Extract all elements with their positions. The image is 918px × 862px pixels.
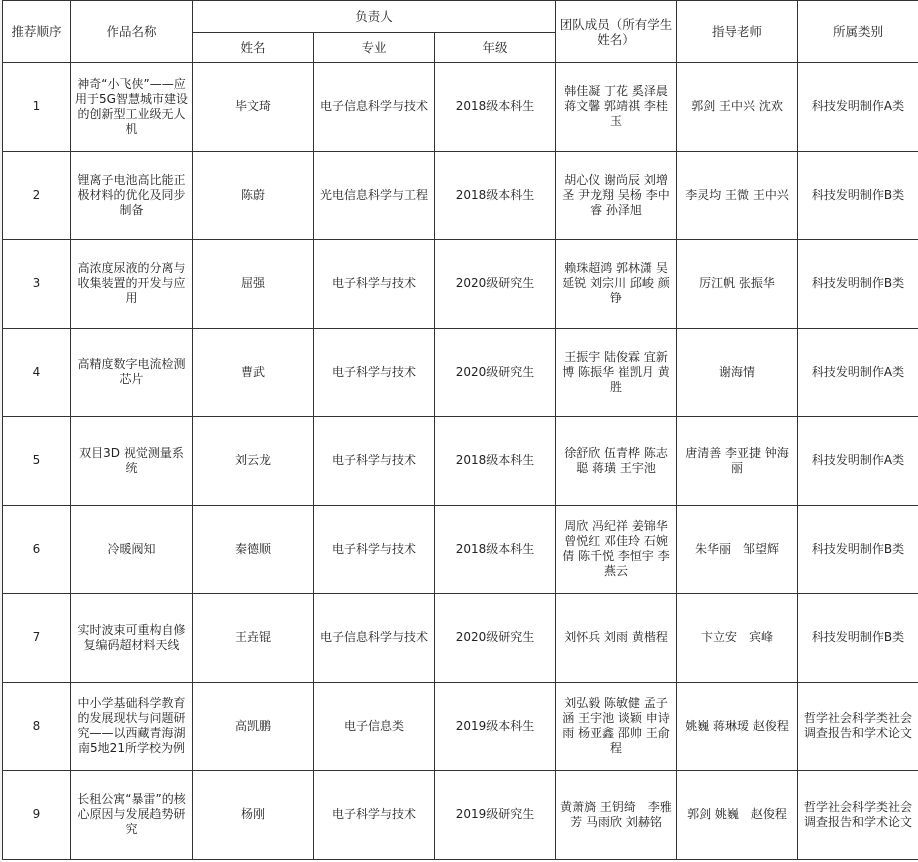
cell-team: 赖珠超鸿 郭林潇 吴延锐 刘宗川 邱峻 颜铮 [556,240,677,329]
cell-leader-name: 杨刚 [193,771,314,860]
cell-rank: 7 [3,594,71,683]
cell-team: 韩佳凝 丁花 奚泽晨 蒋文馨 郭靖祺 李桂玉 [556,63,677,152]
cell-work: 高浓度尿液的分离与收集装置的开发与应用 [71,240,193,329]
table-row [3,682,918,771]
cell-leader-grade: 2018级本科生 [435,417,556,506]
cell-advisor: 郭剑 姚巍 赵俊程 [677,771,798,860]
cell-work: 中小学基础科学教育的发展现状与问题研究——以西藏青海湖南5地21所学校为例 [71,682,193,771]
cell-leader-major: 电子科学与技术 [314,505,435,594]
cell-leader-name: 陈蔚 [193,151,314,240]
cell-category: 科技发明制作A类 [798,417,918,506]
cell-rank: 4 [3,328,71,417]
cell-category: 科技发明制作B类 [798,240,918,329]
header-leader: 负责人 [193,1,556,33]
cell-rank: 8 [3,682,71,771]
cell-leader-grade: 2019级本科生 [435,682,556,771]
cell-leader-major: 电子信息科学与技术 [314,594,435,683]
cell-leader-major: 光电信息科学与工程 [314,151,435,240]
cell-team: 黄萧旖 王钥绮 李雅芳 马雨欣 刘赫铭 [556,771,677,860]
cell-advisor: 卞立安 宾峰 [677,594,798,683]
cell-work: 冷暖阀知 [71,505,193,594]
cell-team: 胡心仪 谢尚辰 刘增圣 尹龙翔 吴杨 李中睿 孙泽旭 [556,151,677,240]
cell-advisor: 厉江帆 张振华 [677,240,798,329]
cell-team: 王振宇 陆俊霖 宜新博 陈振华 崔凯月 黄胜 [556,328,677,417]
cell-leader-major: 电子科学与技术 [314,417,435,506]
cell-team: 周欣 冯纪祥 姜锦华 曾悦红 邓佳玲 石婉倩 陈千悦 李恒宇 李燕云 [556,505,677,594]
cell-leader-grade: 2018级本科生 [435,151,556,240]
cell-leader-name: 王垚锟 [193,594,314,683]
cell-category: 哲学社会科学类社会调查报告和学术论文 [798,682,918,771]
table-row [3,594,918,683]
cell-rank: 9 [3,771,71,860]
table-row [3,151,918,240]
header-leader-name: 姓名 [193,33,314,63]
cell-leader-grade: 2019级研究生 [435,771,556,860]
cell-advisor: 姚巍 蒋琳瑷 赵俊程 [677,682,798,771]
cell-leader-name: 刘云龙 [193,417,314,506]
cell-leader-name: 毕文琦 [193,63,314,152]
cell-leader-grade: 2020级研究生 [435,240,556,329]
cell-leader-name: 曹武 [193,328,314,417]
cell-leader-major: 电子科学与技术 [314,240,435,329]
cell-rank: 6 [3,505,71,594]
cell-leader-grade: 2020级研究生 [435,594,556,683]
cell-leader-name: 屈强 [193,240,314,329]
table-row [3,505,918,594]
cell-work: 长租公寓“暴雷”的核心原因与发展趋势研究 [71,771,193,860]
cell-leader-major: 电子信息科学与技术 [314,63,435,152]
cell-leader-grade: 2020级研究生 [435,328,556,417]
cell-team: 刘怀兵 刘雨 黄楷程 [556,594,677,683]
cell-work: 双目3D 视觉测量系统 [71,417,193,506]
cell-work: 神奇“小飞侠”——应用于5G智慧城市建设的创新型工业级无人机 [71,63,193,152]
cell-advisor: 谢海情 [677,328,798,417]
table-row [3,240,918,329]
table-row [3,63,918,152]
cell-rank: 2 [3,151,71,240]
table-row [3,417,918,506]
table-row [3,771,918,860]
cell-team: 刘弘毅 陈敏健 孟子涵 王宇池 谈颖 申诗雨 杨亚鑫 邵帅 王俞程 [556,682,677,771]
cell-rank: 5 [3,417,71,506]
cell-category: 科技发明制作B类 [798,594,918,683]
cell-leader-name: 高凯鹏 [193,682,314,771]
table-row [3,328,918,417]
cell-leader-major: 电子科学与技术 [314,771,435,860]
header-work: 作品名称 [71,1,193,63]
cell-category: 哲学社会科学类社会调查报告和学术论文 [798,771,918,860]
cell-leader-grade: 2018级本科生 [435,505,556,594]
table-header [3,1,918,63]
cell-work: 高精度数字电流检测芯片 [71,328,193,417]
cell-work: 锂离子电池高比能正极材料的优化及同步制备 [71,151,193,240]
header-rank: 推荐顺序 [3,1,71,63]
cell-leader-name: 秦德顺 [193,505,314,594]
cell-leader-grade: 2018级本科生 [435,63,556,152]
cell-category: 科技发明制作A类 [798,63,918,152]
cell-leader-major: 电子科学与技术 [314,328,435,417]
cell-work: 实时波束可重构自修复编码超材料天线 [71,594,193,683]
header-advisor: 指导老师 [677,1,798,63]
header-leader-grade: 年级 [435,33,556,63]
cell-rank: 1 [3,63,71,152]
cell-category: 科技发明制作B类 [798,151,918,240]
cell-category: 科技发明制作B类 [798,505,918,594]
header-team: 团队成员（所有学生姓名） [556,1,677,63]
recommendation-table [2,0,918,860]
cell-advisor: 郭剑 王中兴 沈欢 [677,63,798,152]
cell-rank: 3 [3,240,71,329]
table-body [3,63,918,860]
cell-advisor: 唐清善 李亚捷 钟海丽 [677,417,798,506]
cell-category: 科技发明制作A类 [798,328,918,417]
header-category: 所属类别 [798,1,918,63]
cell-advisor: 李灵均 王微 王中兴 [677,151,798,240]
cell-team: 徐舒欣 伍青桦 陈志聪 蒋璜 王宇池 [556,417,677,506]
cell-leader-major: 电子信息类 [314,682,435,771]
header-leader-major: 专业 [314,33,435,63]
cell-advisor: 朱华丽 邹望辉 [677,505,798,594]
